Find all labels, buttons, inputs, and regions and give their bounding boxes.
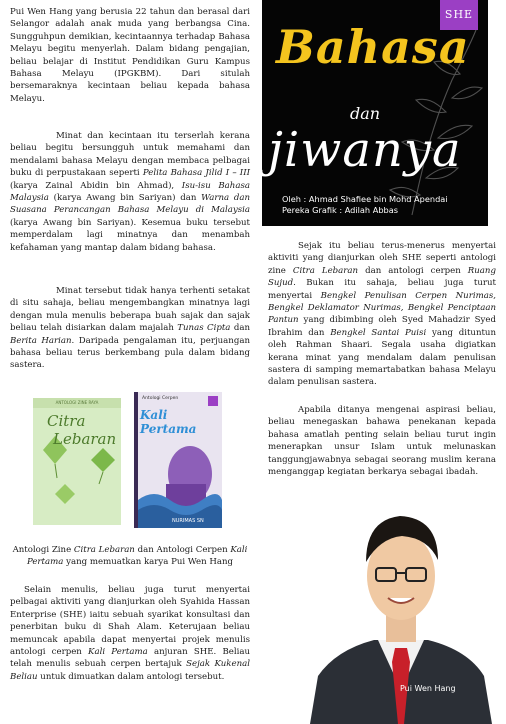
designer-line: Pereka Grafik : Adilah Abbas (282, 205, 399, 215)
workshop-names: Bengkel Penulisan Cerpen Nurimas, Bengkel Deklamator Nurimas, Bengkel Penciptaan Pantun (268, 290, 496, 326)
book-title: Kali Pertama (26, 545, 248, 567)
text: yang dituntun oleh Rahman Shaari. Segala usaha digiatkan kerana minat yang mendalam dalam penulisan sastera di samping memartabatkan bahasa Melayu dalam penulisan sastera. (268, 327, 497, 388)
text: Sejak itu beliau terus-menerus menyertai aktiviti yang dianjurkan oleh SHE seperti antologi zine (268, 241, 496, 276)
book-title: Citra Lebaran (73, 545, 135, 555)
paragraph-writing (10, 285, 250, 372)
text: dan (230, 323, 250, 334)
text: yang memuatkan karya Pui Wen Hang (63, 557, 234, 567)
portrait-caption: Pui Wen Hang (400, 684, 456, 693)
byline (282, 194, 448, 216)
text: Minat dan kecintaan itu terserlah kerana beliau begitu bersungguh untuk memahami dan mendalami bahasa Melayu dengan membaca pelbagai buku di perpustakaan seperti (10, 131, 250, 179)
text: Antologi Zine (12, 545, 74, 555)
magazine-title: Tunas Cipta (177, 323, 231, 334)
publisher-badge: SHE (440, 0, 478, 30)
book-series-label: ANTOLOGI ZINE RAYA (55, 400, 99, 405)
text: (karya Awang bin Sariyan) dan (48, 193, 202, 204)
paragraph-intro: Pui Wen Hang yang berusia 22 tahun dan berasal dari Selangor adalah anak muda yang berbangsa Cina. Sungguhpun demikian, kecintaannya terhadap Bahasa Melayu begitu menyerlah. Dalam bidang pengajian, beliau belajar di Institut Pendidikan Guru Kampus Bahasa Melayu (IPGKBM). Dari situlah bersemaraknya kecintaan beliau kepada bahasa Melayu. (10, 7, 250, 104)
text: . Bukan itu sahaja, beliau juga turut menyertai (268, 278, 496, 301)
paragraph-aspiration: Apabila ditanya mengenai aspirasi beliau, beliau menegaskan bahawa penekanan kepada bahasa amatlah penting selain beliau turut ingin menerapkan unsur Islam untuk melunaskan tanggungjawabnya sebagai seorang muslim kerana menganggap kegiatan berkarya sebagai ibadah. (268, 405, 496, 478)
paragraph-reading (10, 130, 250, 254)
book-title: Kali Pertama (88, 647, 148, 658)
book-title: Warna dan Suasana Perancangan Bahasa Melayu di Malaysia (10, 193, 250, 216)
book-cover-citra-lebaran (33, 398, 121, 525)
book-title-kali-pertama: Kali Pertama (140, 408, 197, 436)
text: dan antologi cerpen (358, 265, 468, 276)
story-title: Sejak Kukenal Beliau (10, 659, 250, 682)
book-title: Isu-isu Bahasa Malaysia (10, 180, 250, 204)
workshop-name: Bengkel Santai Puisi (330, 327, 427, 338)
title-word-dan: dan (350, 104, 381, 123)
book-author: NURIMAS SN (172, 518, 204, 524)
text: Selain menulis, beliau juga turut menyertai pelbagai aktiviti yang dianjurkan oleh Syahida Hassan Enterprise (SHE) iaitu sebuah syarikat konsultasi dan penerbitan buku di Shah Alam. Keterujaan beliau memuncak apabila dapat menyertai projek menulis antologi cerpen (10, 585, 250, 658)
author-line: Oleh : Ahmad Shafiee bin Mohd Apendai (282, 194, 448, 204)
zine-title: Citra Lebaran (292, 265, 359, 276)
text: untuk dimuatkan dalam antologi tersebut. (37, 671, 225, 682)
book-title-lebaran: Lebaran (53, 430, 117, 448)
text: (karya Zainal Abidin bin Ahmad), (10, 180, 182, 191)
title-word-jiwanya: jiwanya (268, 122, 462, 178)
text: (karya Awang bin Sariyan). Kesemua buku tersebut memperdalam lagi minatnya dan menambah kefahaman yang mantap dalam bidang bahasa. (10, 217, 250, 253)
text: yang dibimbing oleh Syed Mahadzir Syed Ibrahim dan (268, 315, 496, 338)
book-title: Ruang Sujud (268, 265, 496, 289)
book-title: Pelita Bahasa Jilid I – III (142, 168, 250, 179)
paragraph-she-activities (10, 584, 250, 683)
title-word-bahasa: Bahasa (276, 20, 470, 74)
book-title-citra: Citra (47, 412, 86, 430)
text: Minat tersebut tidak hanya terhenti setakat di situ sahaja, beliau mengembangkan minatnya lagi dengan mula menulis beberapa buah sajak dan sajak beliau telah disiarkan dalam majalah (10, 286, 250, 334)
paragraph-participation (268, 240, 496, 389)
book-cover-kali-pertama (134, 392, 222, 528)
text: dan Antologi Cerpen (134, 545, 231, 555)
text: . Daripada pengalaman itu, perjuangan bahasa beliau terus berkembang pula dalam bidang sastera. (10, 335, 250, 371)
magazine-title: Berita Harian (10, 335, 72, 346)
text: anjuran SHE. Beliau telah menulis sebuah cerpen bertajuk (10, 647, 251, 670)
image-caption-books (10, 544, 250, 568)
title-banner (262, 0, 488, 226)
book-series-label: Antologi Cerpen (142, 396, 179, 401)
